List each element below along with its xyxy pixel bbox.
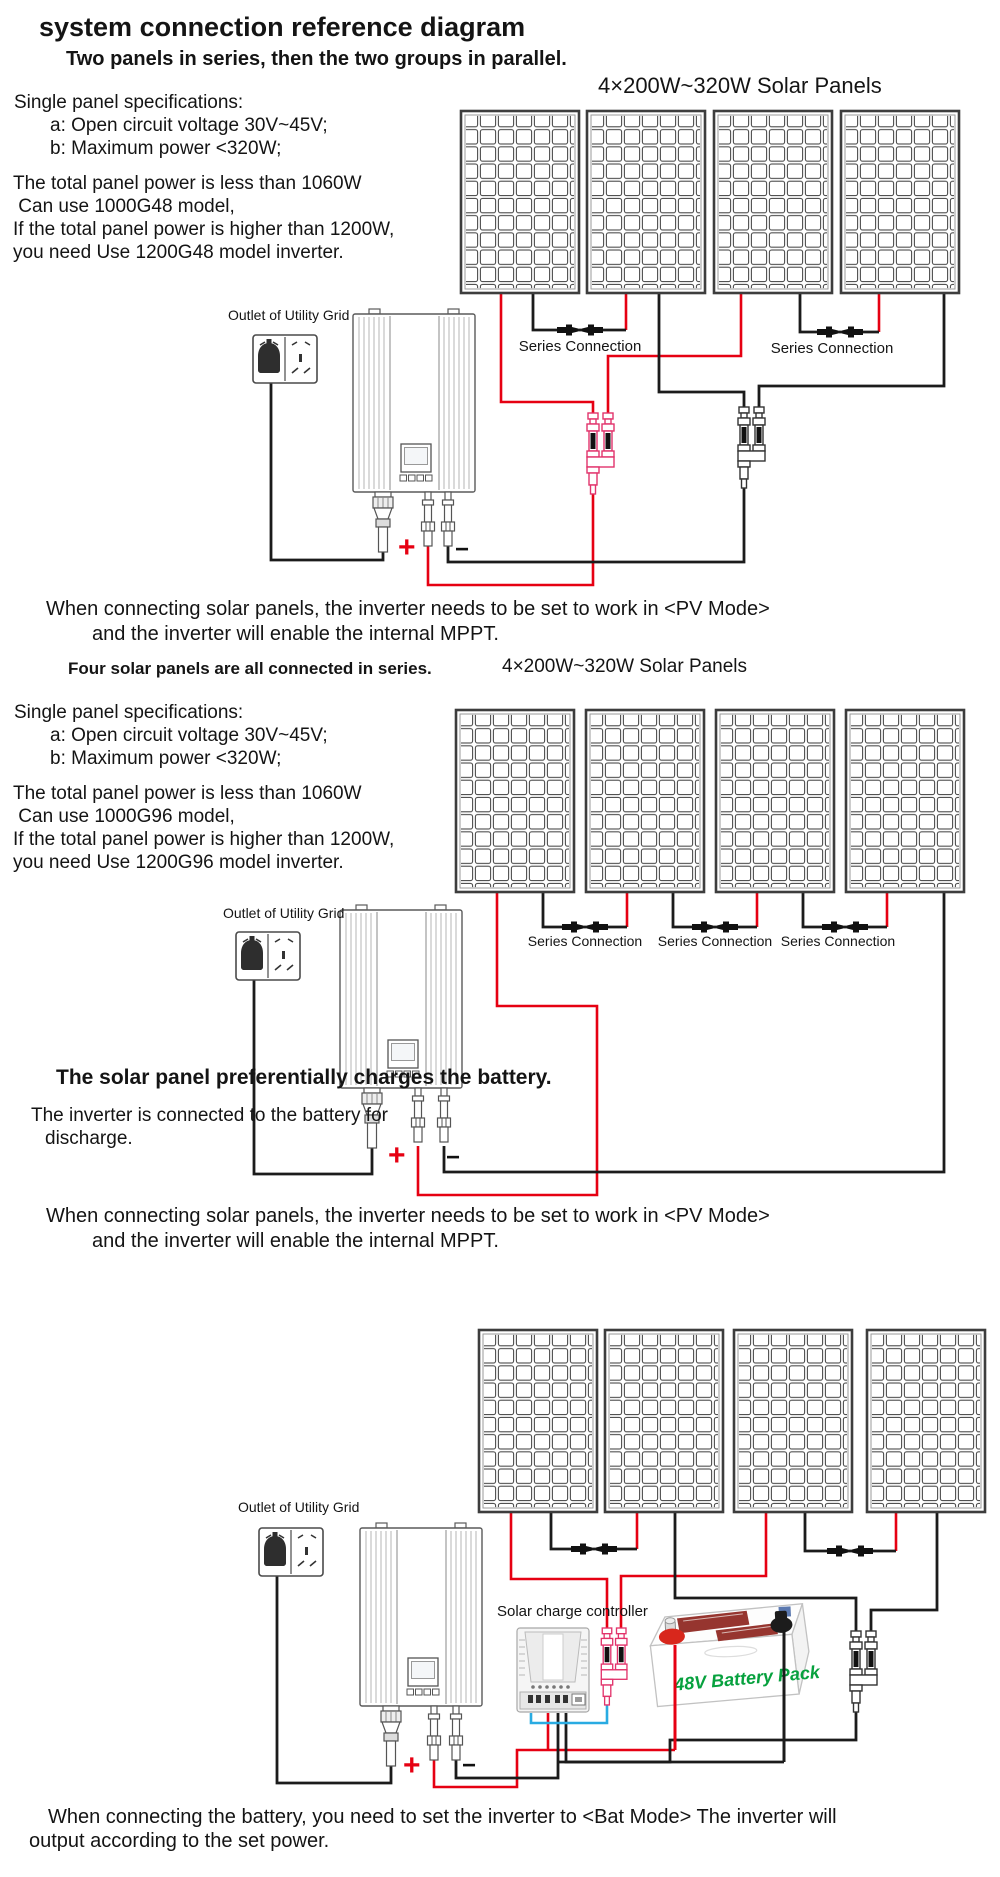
spec-line: b: Maximum power <320W; bbox=[50, 138, 282, 159]
solar-panel bbox=[716, 710, 834, 892]
ac-connector-icon bbox=[381, 1706, 401, 1766]
solar-panel bbox=[734, 1330, 852, 1512]
section3-heading: The solar panel preferentially charges the battery. bbox=[56, 1066, 552, 1089]
outlet-label: Outlet of Utility Grid bbox=[238, 1499, 360, 1515]
bat-minus-connector-icon bbox=[450, 1706, 463, 1760]
section1-heading: Two panels in series, then the two groups in parallel. bbox=[66, 48, 567, 70]
inverter bbox=[340, 905, 462, 1088]
spec-line: a: Open circuit voltage 30V~45V; bbox=[50, 725, 328, 746]
parallel-connector-pink-icon bbox=[601, 1628, 627, 1705]
solar-panel bbox=[846, 710, 964, 892]
spec-line: b: Maximum power <320W; bbox=[50, 748, 282, 769]
spec-line: Single panel specifications: bbox=[14, 92, 244, 113]
plus-sign: + bbox=[388, 1139, 406, 1172]
pv-minus-connector-icon bbox=[442, 492, 455, 546]
series-connection-label: Series Connection bbox=[780, 933, 896, 949]
controller-label: Solar charge controller bbox=[497, 1603, 648, 1620]
section3-solar-panels bbox=[479, 1330, 985, 1512]
footer-line: output according to the set power. bbox=[29, 1830, 330, 1852]
inverter bbox=[353, 309, 475, 492]
solar-panel bbox=[456, 710, 574, 892]
section2-heading: Four solar panels are all connected in series. bbox=[68, 659, 432, 678]
solar-panel bbox=[605, 1330, 723, 1512]
footer-line: and the inverter will enable the internal MPPT. bbox=[92, 1230, 499, 1252]
series-connection-label: Series Connection bbox=[770, 340, 894, 357]
series-connection-label: Series Connection bbox=[518, 338, 642, 355]
solar-panel bbox=[586, 710, 704, 892]
footer-line: When connecting solar panels, the inverter needs to be set to work in <PV Mode> bbox=[46, 598, 770, 620]
outlet-label: Outlet of Utility Grid bbox=[228, 307, 350, 323]
power-line: Can use 1000G96 model, bbox=[13, 806, 235, 827]
solar-panel bbox=[841, 111, 959, 293]
utility-grid-outlet bbox=[259, 1528, 323, 1576]
charge-controller bbox=[517, 1628, 589, 1712]
outlet-label: Outlet of Utility Grid bbox=[223, 905, 345, 921]
solar-panel bbox=[714, 111, 832, 293]
ac-connector-icon bbox=[373, 492, 393, 552]
pv-plus-connector-icon bbox=[422, 492, 435, 546]
footer-line: and the inverter will enable the internal MPPT. bbox=[92, 623, 499, 645]
pv-minus-connector-icon bbox=[438, 1088, 451, 1142]
battery-label: 48V Battery Pack bbox=[673, 1661, 821, 1695]
solar-panel bbox=[867, 1330, 985, 1512]
power-line: Can use 1000G48 model, bbox=[13, 196, 235, 217]
pv-plus-connector-icon bbox=[412, 1088, 425, 1142]
series-connection-label: Series Connection bbox=[527, 933, 643, 949]
desc-line: discharge. bbox=[45, 1128, 133, 1149]
utility-grid-outlet bbox=[253, 335, 317, 383]
section1-wires-red bbox=[428, 293, 879, 585]
section1-panels-label: 4×200W~320W Solar Panels bbox=[598, 73, 882, 98]
solar-panel bbox=[461, 111, 579, 293]
spec-line: Single panel specifications: bbox=[14, 702, 244, 723]
solar-panel bbox=[479, 1330, 597, 1512]
power-line: The total panel power is less than 1060W bbox=[13, 173, 362, 194]
page-title: system connection reference diagram bbox=[39, 12, 526, 42]
power-line: If the total panel power is higher than 1200W, bbox=[13, 829, 395, 850]
spec-line: a: Open circuit voltage 30V~45V; bbox=[50, 115, 328, 136]
utility-grid-outlet bbox=[236, 932, 300, 980]
section2-panels-label: 4×200W~320W Solar Panels bbox=[502, 656, 748, 677]
parallel-connector-pink-icon bbox=[587, 413, 614, 494]
minus-sign: − bbox=[455, 536, 470, 563]
footer-line: When connecting solar panels, the inverter needs to be set to work in <PV Mode> bbox=[46, 1205, 770, 1227]
series-connection-label: Series Connection bbox=[657, 933, 773, 949]
power-line: you need Use 1200G48 model inverter. bbox=[13, 242, 344, 263]
inverter bbox=[360, 1523, 482, 1706]
minus-sign: − bbox=[462, 1752, 477, 1779]
bat-plus-connector-icon bbox=[428, 1706, 441, 1760]
plus-sign: + bbox=[398, 531, 416, 564]
minus-sign: − bbox=[446, 1144, 461, 1171]
parallel-connector-black-icon bbox=[850, 1631, 877, 1712]
power-line: If the total panel power is higher than 1200W, bbox=[13, 219, 395, 240]
section1-solar-panels bbox=[461, 111, 959, 293]
parallel-connector-black-icon bbox=[738, 407, 765, 488]
footer-line: When connecting the battery, you need to set the inverter to <Bat Mode> The inverter will bbox=[48, 1806, 837, 1828]
plus-sign: + bbox=[403, 1749, 421, 1782]
desc-line: The inverter is connected to the battery for bbox=[31, 1105, 388, 1126]
power-line: The total panel power is less than 1060W bbox=[13, 783, 362, 804]
section2-solar-panels bbox=[456, 710, 964, 892]
solar-panel bbox=[587, 111, 705, 293]
power-line: you need Use 1200G96 model inverter. bbox=[13, 852, 344, 873]
